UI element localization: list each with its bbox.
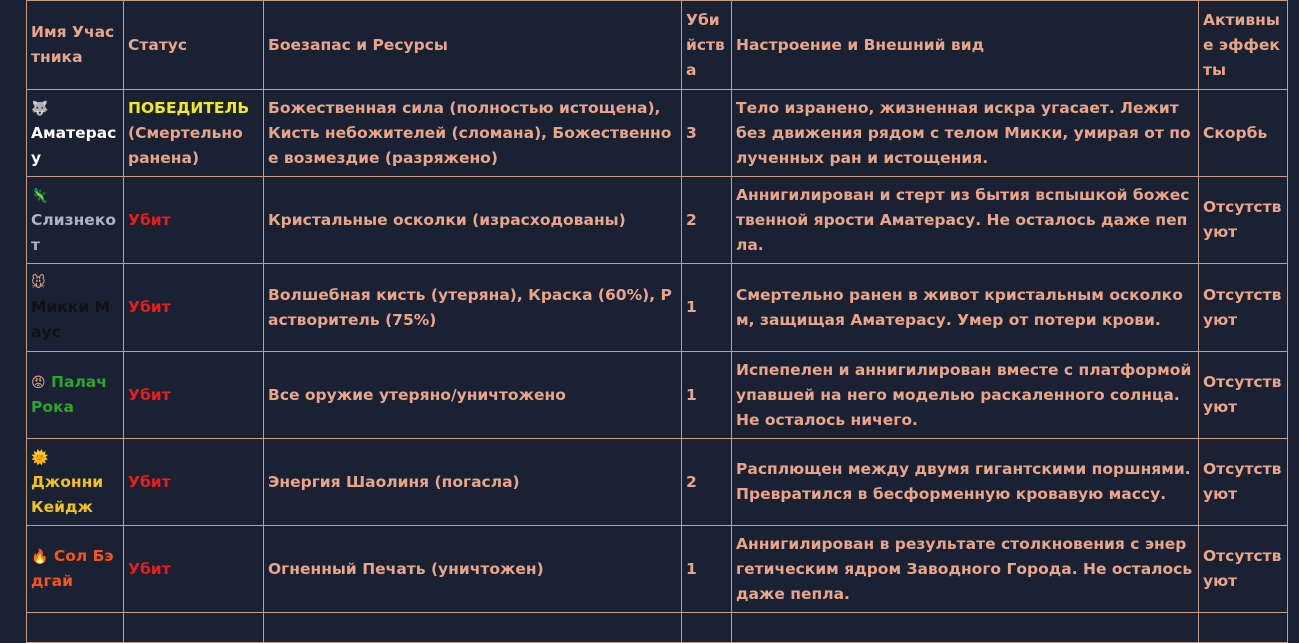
angry-face-icon: 😡 <box>31 375 46 391</box>
table-row <box>27 613 1288 643</box>
header-name: Имя Участника <box>27 1 124 90</box>
ammo-cell: Божественная сила (полностью истощена), Кисть небожителей (сломана), Божественное возмездие (разряжено) <box>264 90 682 177</box>
participant-name-cell <box>27 177 124 264</box>
participant-name-cell <box>27 264 124 352</box>
ammo-cell: Все оружие утеряно/уничтожено <box>264 352 682 439</box>
ammo-cell: Волшебная кисть (утеряна), Краска (60%), Растворитель (75%) <box>264 264 682 352</box>
ammo-cell: Огненный Печать (уничтожен) <box>264 526 682 613</box>
table-row <box>27 90 1288 177</box>
table-row <box>27 352 1288 439</box>
wolf-icon: 🐺 <box>31 100 49 117</box>
kills-cell: 1 <box>682 526 732 613</box>
header-kills: Убийства <box>682 1 732 90</box>
status-label: Убит <box>128 210 171 229</box>
effects-cell: Отсутствуют <box>1199 264 1288 352</box>
status-cell <box>124 439 264 526</box>
table-row <box>27 264 1288 352</box>
status-label: Убит <box>128 385 171 404</box>
status-label: ПОБЕДИТЕЛЬ <box>128 98 250 117</box>
status-cell <box>124 264 264 352</box>
ammo-cell <box>264 613 682 643</box>
participant-name-cell <box>27 90 124 177</box>
table-row <box>27 439 1288 526</box>
mood-cell <box>732 613 1199 643</box>
mood-cell: Аннигилирован и стерт из бытия вспышкой божественной ярости Аматерасу. Не осталось даже пепла. <box>732 177 1199 264</box>
sun-icon: 🌞 <box>31 449 49 466</box>
status-cell <box>124 613 264 643</box>
effects-cell: Скорбь <box>1199 90 1288 177</box>
participant-name-cell <box>27 439 124 526</box>
ammo-cell: Энергия Шаолиня (погасла) <box>264 439 682 526</box>
table-header-row <box>27 1 1288 90</box>
mood-cell: Расплющен между двумя гигантскими поршнями. Превратился в бесформенную кровавую массу. <box>732 439 1199 526</box>
participants-table-container <box>26 0 1287 643</box>
participant-name: Палач Рока <box>31 373 107 416</box>
effects-cell: Отсутствуют <box>1199 177 1288 264</box>
status-label: Убит <box>128 298 171 316</box>
participant-name-cell <box>27 526 124 613</box>
effects-cell: Отсутствуют <box>1199 439 1288 526</box>
kills-cell: 1 <box>682 264 732 352</box>
status-cell <box>124 526 264 613</box>
participants-table <box>26 0 1288 643</box>
participant-name-cell <box>27 613 124 643</box>
kills-cell: 1 <box>682 352 732 439</box>
mood-cell: Испепелен и аннигилирован вместе с платформой упавшей на него моделью раскаленного солнца. Не осталось ничего. <box>732 352 1199 439</box>
participant-name: Сол Бэдгай <box>31 547 114 590</box>
participant-name: Аматерасу <box>31 123 117 167</box>
ammo-cell: Кристальные осколки (израсходованы) <box>264 177 682 264</box>
status-label: Убит <box>128 559 171 578</box>
table-row <box>27 177 1288 264</box>
status-label: Убит <box>128 472 171 491</box>
mouse-icon: 🐭 <box>31 275 46 291</box>
effects-cell: Отсутствуют <box>1199 352 1288 439</box>
fire-icon: 🔥 <box>31 549 49 565</box>
participant-name: Микки Маус <box>31 298 111 341</box>
kills-cell: 2 <box>682 177 732 264</box>
status-cell <box>124 352 264 439</box>
participant-name-cell <box>27 352 124 439</box>
mood-cell: Смертельно ранен в живот кристальным осколком, защищая Аматерасу. Умер от потери крови. <box>732 264 1199 352</box>
mood-cell: Аннигилирован в результате столкновения с энергетическим ядром Заводного Города. Не осталось даже пепла. <box>732 526 1199 613</box>
effects-cell <box>1199 613 1288 643</box>
participant-name: Джонни Кейдж <box>31 472 104 516</box>
kills-cell: 3 <box>682 90 732 177</box>
header-status: Статус <box>124 1 264 90</box>
kills-cell: 2 <box>682 439 732 526</box>
participant-name: Слизнекот <box>31 210 116 254</box>
lizard-icon: 🦎 <box>31 187 49 204</box>
status-cell <box>124 90 264 177</box>
header-effects: Активные эффекты <box>1199 1 1288 90</box>
mood-cell: Тело изранено, жизненная искра угасает. Лежит без движения рядом с телом Микки, умирая от полученных ран и истощения. <box>732 90 1199 177</box>
effects-cell: Отсутствуют <box>1199 526 1288 613</box>
table-row <box>27 526 1288 613</box>
status-cell <box>124 177 264 264</box>
header-mood: Настроение и Внешний вид <box>732 1 1199 90</box>
status-note: (Смертельно ранена) <box>128 123 243 167</box>
header-ammo: Боезапас и Ресурсы <box>264 1 682 90</box>
kills-cell <box>682 613 732 643</box>
